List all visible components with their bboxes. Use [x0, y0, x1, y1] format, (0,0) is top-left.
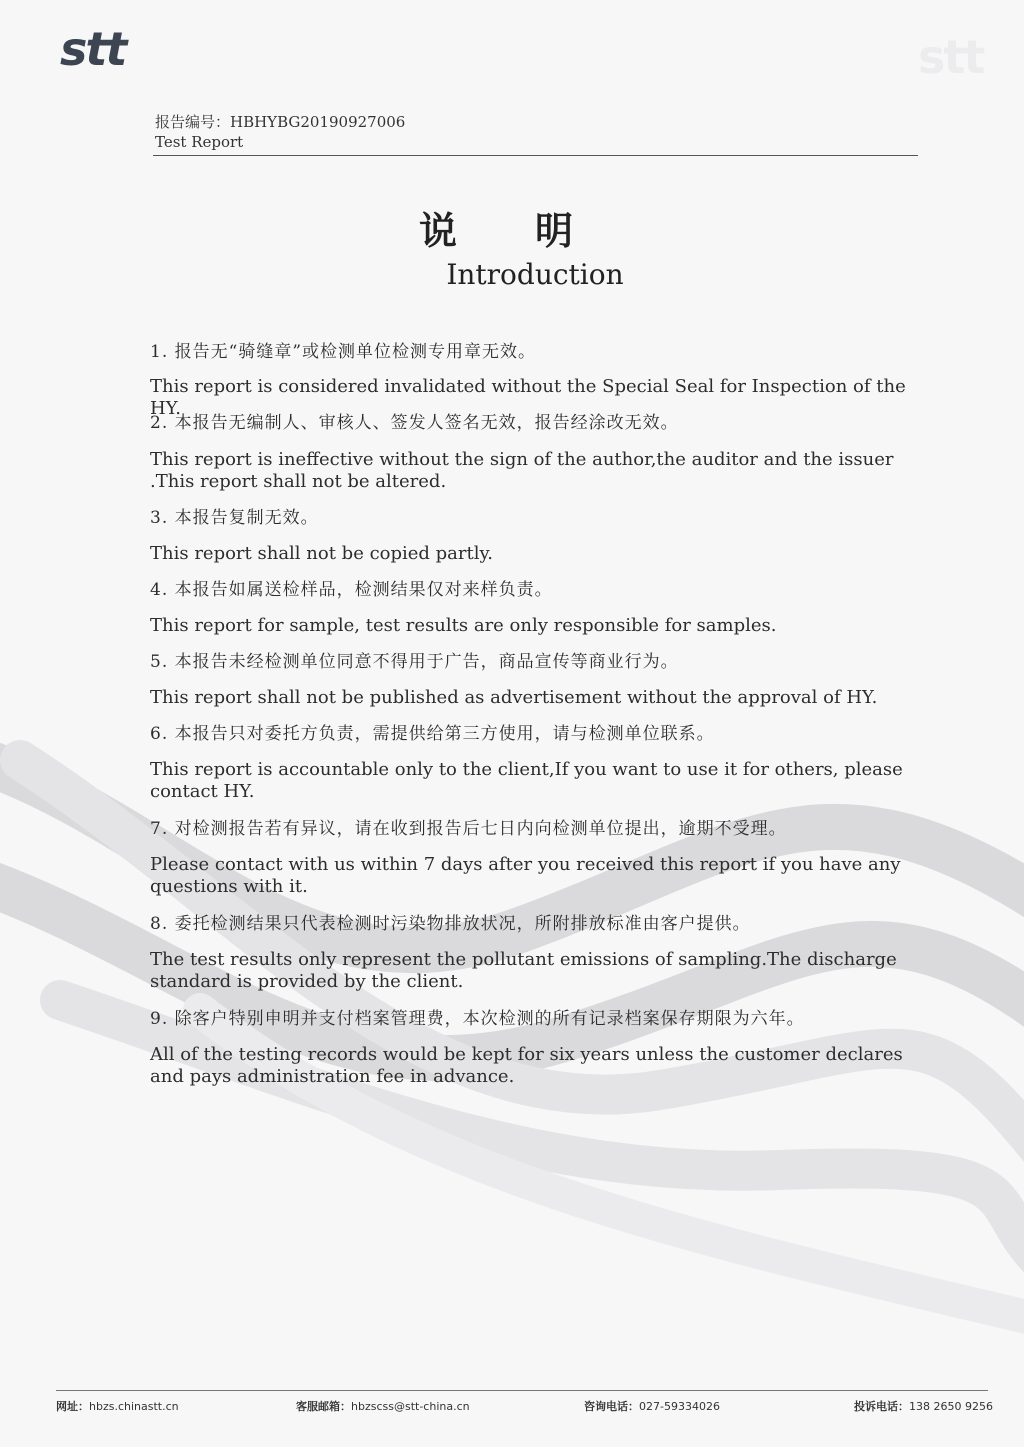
item-en: This report is considered invalidated without the Special Seal for Inspection of the HY. — [150, 376, 906, 419]
footer-website — [56, 1398, 179, 1414]
footer-email-value[interactable]: hbzscss@stt-china.cn — [351, 1400, 470, 1413]
list-item — [150, 913, 920, 993]
item-cn: 6. 本报告只对委托方负责，需提供给第三方使用，请与检测单位联系。 — [150, 724, 715, 744]
item-cn: 3. 本报告复制无效。 — [150, 508, 319, 528]
list-item — [150, 1008, 920, 1088]
footer-email — [296, 1398, 470, 1414]
item-cn: 1. 报告无“骑缝章”或检测单位检测专用章无效。 — [150, 342, 537, 362]
item-cn: 8. 委托检测结果只代表检测时污染物排放状况，所附排放标准由客户提供。 — [150, 914, 751, 934]
footer-consult-label: 咨询电话： — [584, 1400, 639, 1413]
footer-consult-phone — [584, 1398, 720, 1414]
footer-complaint-phone — [854, 1398, 993, 1414]
item-cn: 4. 本报告如属送检样品，检测结果仅对来样负责。 — [150, 580, 553, 600]
list-item — [150, 651, 920, 709]
item-en: This report shall not be published as advertisement without the approval of HY. — [150, 687, 878, 708]
watermark-logo: stt — [918, 30, 984, 84]
list-item — [150, 818, 920, 898]
item-cn: 5. 本报告未经检测单位同意不得用于广告，商品宣传等商业行为。 — [150, 652, 679, 672]
item-en: All of the testing records would be kept for six years unless the customer declares and pays administration fee in advance. — [150, 1044, 903, 1087]
header-divider — [153, 155, 918, 156]
item-en: Please contact with us within 7 days after you received this report if you have any questions with it. — [150, 854, 901, 897]
item-en: This report shall not be copied partly. — [150, 543, 494, 564]
list-item — [150, 579, 920, 637]
footer-complaint-label: 投诉电话： — [854, 1400, 909, 1413]
page-title-en: Introduction — [446, 258, 624, 291]
footer-consult-value: 027-59334026 — [639, 1400, 720, 1413]
list-item — [150, 412, 920, 493]
stt-logo: stt — [60, 22, 126, 76]
item-en: This report is ineffective without the sign of the author,the auditor and the issuer .This report shall not be altered. — [150, 449, 894, 492]
item-en: This report for sample, test results are only responsible for samples. — [150, 615, 777, 636]
item-en: This report is accountable only to the client,If you want to use it for others, please contact HY. — [150, 759, 903, 802]
item-cn: 7. 对检测报告若有异议，请在收到报告后七日内向检测单位提出，逾期不受理。 — [150, 819, 787, 839]
footer-email-label: 客服邮箱： — [296, 1400, 351, 1413]
page-title-cn: 说明 — [418, 209, 651, 253]
footer-website-value[interactable]: hbzs.chinastt.cn — [89, 1400, 179, 1413]
report-number: 报告编号：HBHYBG20190927006 — [155, 113, 406, 131]
list-item — [150, 341, 920, 420]
item-en: The test results only represent the pollutant emissions of sampling.The discharge standard is provided by the client. — [150, 949, 897, 992]
footer-divider — [56, 1390, 988, 1391]
item-cn: 9. 除客户特别申明并支付档案管理费，本次检测的所有记录档案保存期限为六年。 — [150, 1009, 805, 1029]
footer-complaint-value: 138 2650 9256 — [909, 1400, 993, 1413]
list-item — [150, 723, 920, 803]
list-item — [150, 507, 920, 565]
footer-website-label: 网址： — [56, 1400, 89, 1413]
item-cn: 2. 本报告无编制人、审核人、签发人签名无效，报告经涂改无效。 — [150, 413, 679, 433]
report-label: Test Report — [155, 133, 244, 151]
